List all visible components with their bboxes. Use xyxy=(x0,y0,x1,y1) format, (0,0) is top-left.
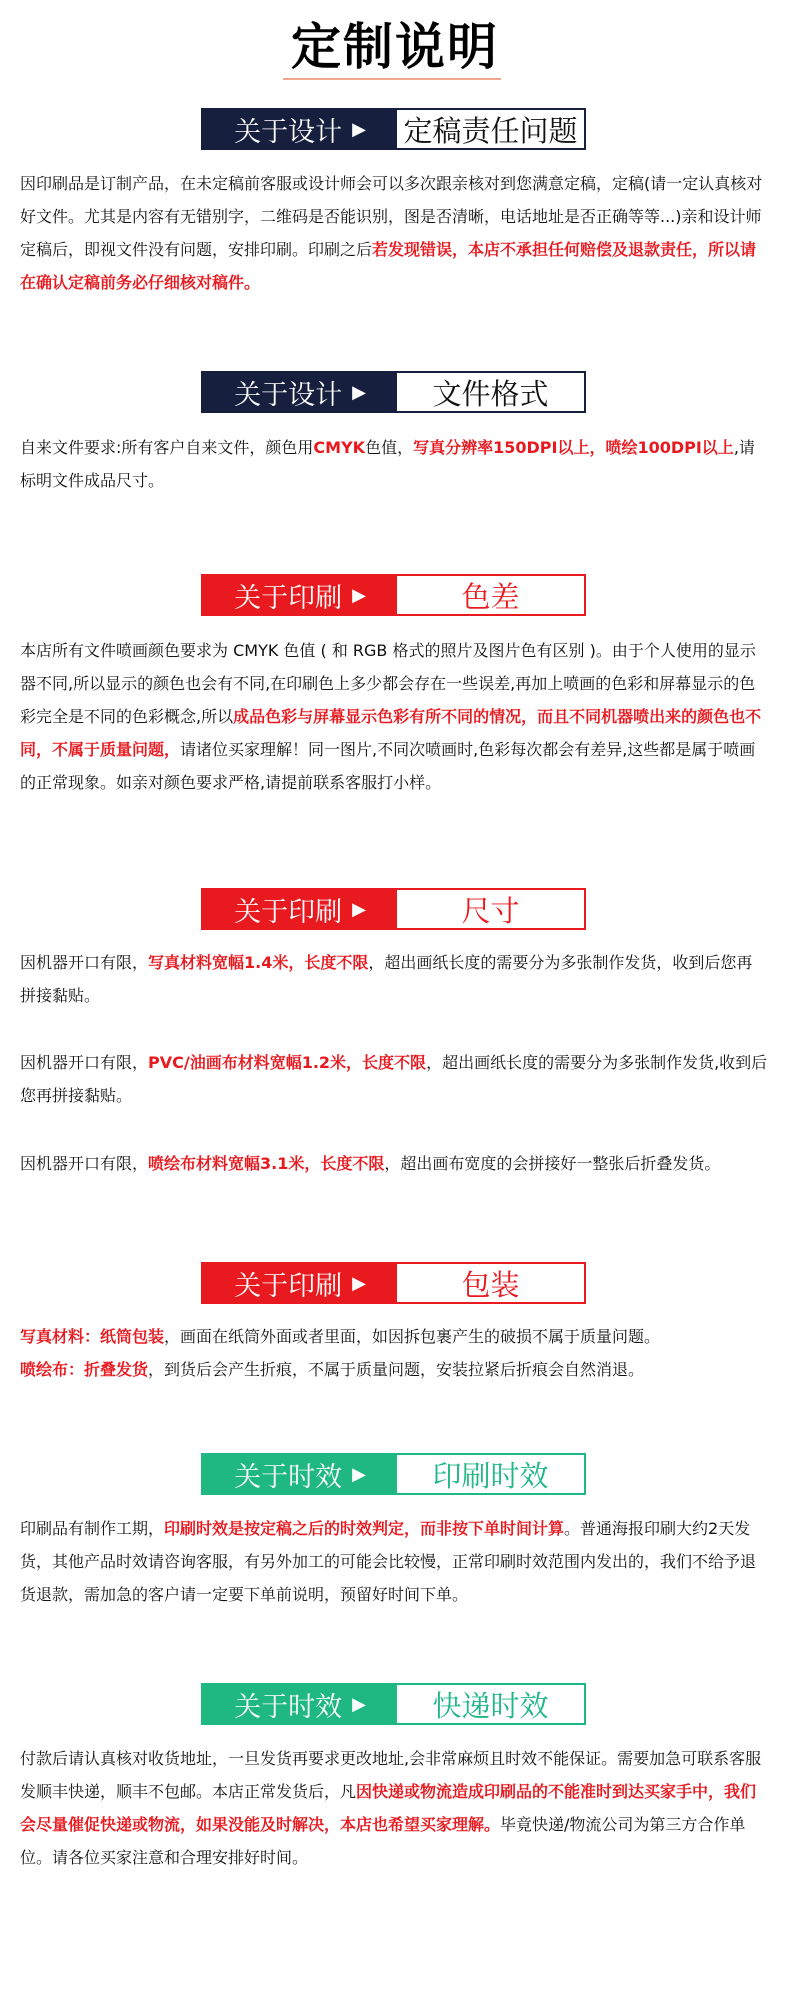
body-text: 毕竟快递/物流公司为第三方合作单位。请各位买家注意和合理安排好时间。 xyxy=(20,1815,746,1867)
play-arrow-icon: ▶ xyxy=(352,1272,366,1294)
section-header-print-time xyxy=(201,1453,586,1495)
highlight-text: CMYK xyxy=(313,438,366,457)
body-text: 因机器开口有限， xyxy=(20,953,149,972)
body-text: 因机器开口有限， xyxy=(20,1154,149,1173)
section-header-packaging xyxy=(201,1262,586,1304)
body-text: ，超出画纸长度的需要分为多张制作发货,收到后您再拼接黏贴。 xyxy=(20,1053,768,1105)
body-text: 本店所有文件喷画颜色要求为 CMYK 色值 ( 和 RGB 格式的照片及图片色有区别 )。由于个人使用的显示器不同,所以显示的颜色也会有不同,在印刷色上多少都会存在一些误差,再加上喷画的色彩和屏幕显示的色彩完全是不同的色彩概念,所以 xyxy=(20,641,756,726)
section-header-color-difference xyxy=(201,574,586,616)
body-text: 色值， xyxy=(365,438,414,457)
section-header-design-responsibility xyxy=(201,108,586,150)
play-arrow-icon: ▶ xyxy=(352,898,366,920)
section-label-tag: 关于印刷 ▶ xyxy=(203,1264,397,1302)
body-text: ,请标明文件成品尺寸。 xyxy=(20,438,755,490)
highlight-text: 写真材料宽幅1.4米，长度不限 xyxy=(148,953,369,972)
body-text: 付款后请认真核对收货地址，一旦发货再要求更改地址,会非常麻烦且时效不能保证。需要加急可联系客服发顺丰快递，顺丰不包邮。本店正常发货后，凡 xyxy=(20,1749,762,1801)
section-label-tag: 关于印刷 ▶ xyxy=(203,576,397,614)
paragraph xyxy=(20,1742,768,1874)
section-title: 快递时效 xyxy=(432,1688,549,1723)
paragraph xyxy=(20,1512,768,1611)
body-text: 请诸位买家理解！同一图片,不同次喷画时,色彩每次都会有差异,这些都是属于喷画的正常现象。如亲对颜色要求严格,请提前联系客服打小样。 xyxy=(20,740,756,792)
page-title: 定制说明 xyxy=(291,18,499,76)
section-label-tag: 关于印刷 ▶ xyxy=(203,890,397,928)
play-arrow-icon: ▶ xyxy=(352,584,366,606)
paragraph xyxy=(20,946,768,1012)
highlight-text: 喷绘布：折叠发货 xyxy=(20,1360,149,1379)
highlight-text: 印刷时效是按定稿之后的时效判定，而非按下单时间计算 xyxy=(164,1519,565,1538)
paragraph xyxy=(20,634,768,799)
highlight-text: 因快递或物流造成印刷品的不能准时到达买家手中，我们会尽量催促快递或物流，如果没能及时解决，本店也希望买家理解。 xyxy=(20,1782,757,1834)
body-text: ，超出画布宽度的会拼接好一整张后折叠发货。 xyxy=(384,1154,721,1173)
section-label-tag: 关于时效 ▶ xyxy=(203,1455,397,1493)
paragraph xyxy=(20,1320,768,1353)
highlight-text: PVC/油画布材料宽幅1.2米，长度不限 xyxy=(148,1053,427,1072)
highlight-text: 若发现错误，本店不承担任何赔偿及退款责任，所以请在确认定稿前务必仔细核对稿件。 xyxy=(20,240,757,292)
section-header-file-format xyxy=(201,371,586,413)
section-title: 尺寸 xyxy=(461,893,520,928)
body-text: 自来文件要求:所有客户自来文件，颜色用 xyxy=(20,438,314,457)
section-label-tag: 关于设计 ▶ xyxy=(203,373,397,411)
paragraph xyxy=(20,1147,768,1180)
section-title: 包装 xyxy=(461,1267,520,1302)
paragraph xyxy=(20,1046,768,1112)
play-arrow-icon: ▶ xyxy=(352,381,366,403)
play-arrow-icon: ▶ xyxy=(352,118,366,140)
paragraph xyxy=(20,167,768,299)
section-header-size xyxy=(201,888,586,930)
section-header-delivery-time xyxy=(201,1683,586,1725)
section-title: 定稿责任问题 xyxy=(403,113,578,148)
section-label-tag: 关于设计 ▶ xyxy=(203,110,397,148)
body-text: ，到货后会产生折痕，不属于质量问题，安装拉紧后折痕会自然消退。 xyxy=(148,1360,645,1379)
body-text: ，画面在纸筒外面或者里面，如因拆包裹产生的破损不属于质量问题。 xyxy=(164,1327,661,1346)
body-text: 因机器开口有限， xyxy=(20,1053,149,1072)
section-label-tag: 关于时效 ▶ xyxy=(203,1685,397,1723)
paragraph xyxy=(20,1353,768,1386)
highlight-text: 写真分辨率150DPI以上，喷绘100DPI以上 xyxy=(413,438,734,457)
section-title: 文件格式 xyxy=(432,376,549,411)
play-arrow-icon: ▶ xyxy=(352,1693,366,1715)
body-text: ，超出画纸长度的需要分为多张制作发货，收到后您再拼接黏贴。 xyxy=(20,953,753,1005)
play-arrow-icon: ▶ xyxy=(352,1463,366,1485)
section-title: 色差 xyxy=(461,579,520,614)
highlight-text: 喷绘布材料宽幅3.1米，长度不限 xyxy=(148,1154,385,1173)
highlight-text: 写真材料：纸筒包装 xyxy=(20,1327,165,1346)
body-text: 。普通海报印刷大约2天发货，其他产品时效请咨询客服，有另外加工的可能会比较慢，正常印刷时效范围内发出的，我们不给予退货退款，需加急的客户请一定要下单前说明，预留好时间下单。 xyxy=(20,1519,757,1604)
title-underline xyxy=(283,78,501,80)
highlight-text: 成品色彩与屏幕显示色彩有所不同的情况，而且不同机器喷出来的颜色也不同，不属于质量问题， xyxy=(20,707,762,759)
body-text: 印刷品有制作工期， xyxy=(20,1519,165,1538)
body-text: 因印刷品是订制产品，在未定稿前客服或设计师会可以多次跟亲核对到您满意定稿，定稿(请一定认真核对好文件。尤其是内容有无错别字，二维码是否能识别，图是否清晰，电话地址是否正确等等...)亲和设计师定稿后，即视文件没有问题，安排印刷。印刷之后 xyxy=(20,174,763,259)
paragraph xyxy=(20,431,768,497)
section-title: 印刷时效 xyxy=(432,1458,549,1493)
